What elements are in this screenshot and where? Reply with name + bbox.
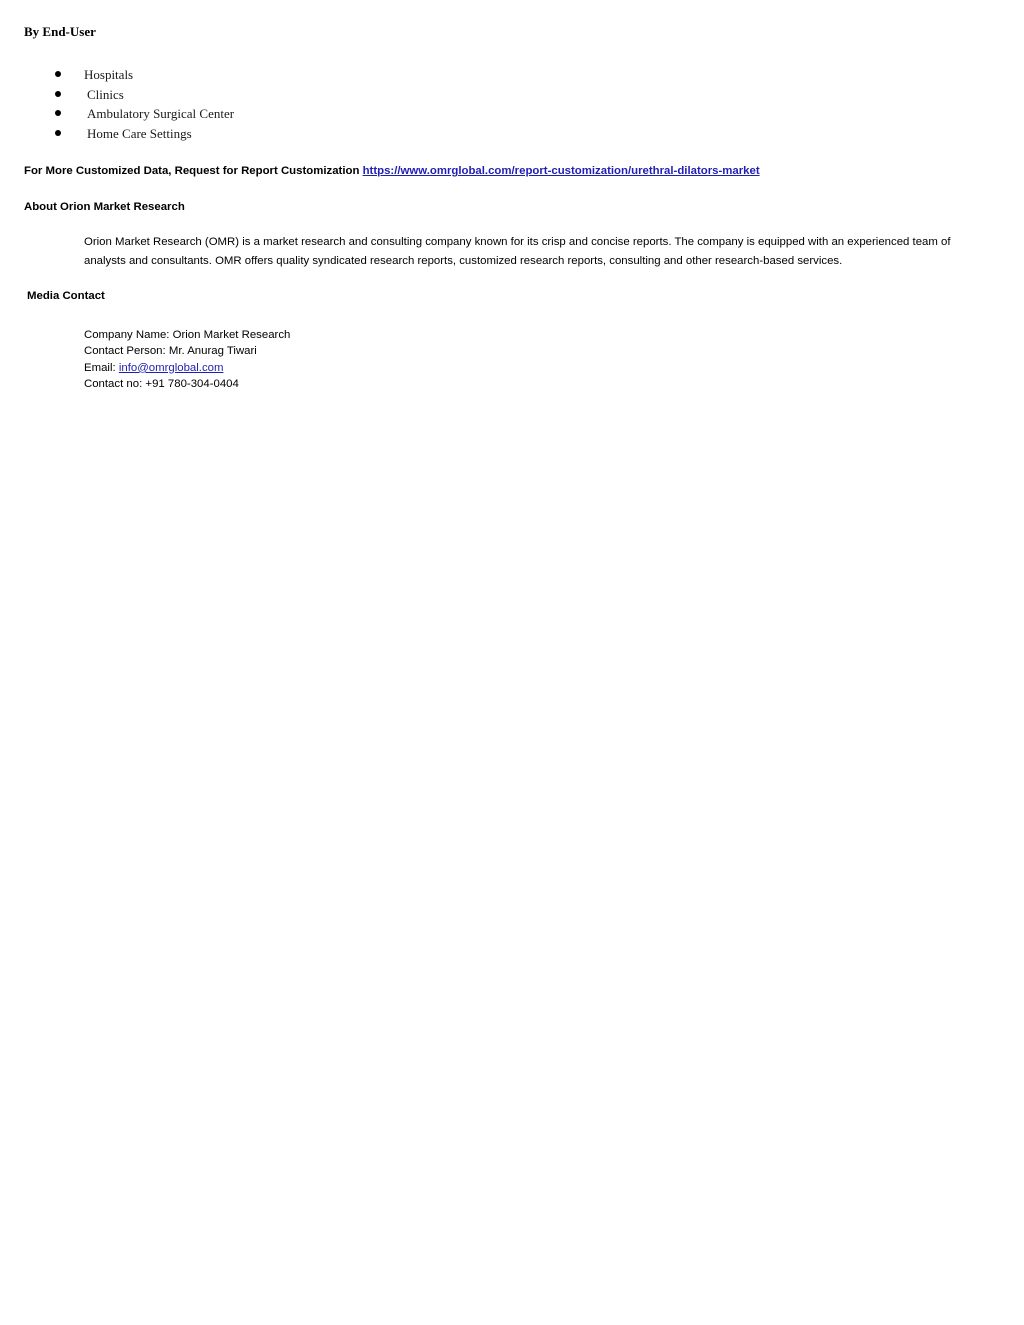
media-contact-heading: Media Contact	[27, 290, 105, 302]
bullet-icon	[55, 71, 61, 77]
contact-details	[84, 327, 290, 393]
email-link[interactable]: info@omrglobal.com	[118, 361, 224, 374]
end-user-heading: By End-User	[24, 24, 96, 39]
customization-label: For More Customized Data, Request for Report Customization	[24, 165, 360, 177]
company-name-line: Company Name: Orion Market Research	[84, 329, 291, 341]
about-paragraph: Orion Market Research (OMR) is a market research and consulting company known for its crisp and concise reports. The company is equipped with an experienced team of analysts and consultants. OMR offers quality syndicated research reports, customized research reports, consulting and other research-based services.	[84, 236, 951, 267]
contact-person-line: Contact Person: Mr. Anurag Tiwari	[84, 345, 257, 358]
phone-line: Contact no: +91 780-304-0404	[84, 378, 239, 391]
list-item-label: Clinics	[87, 86, 124, 102]
customization-link[interactable]: https://www.omrglobal.com/report-customization/urethral-dilators-market	[362, 165, 760, 177]
customization-line	[24, 165, 760, 177]
bullet-icon	[55, 110, 61, 116]
email-label: Email:	[84, 361, 116, 374]
list-item-label: Hospitals	[84, 67, 134, 82]
bullet-icon	[55, 130, 61, 136]
list-item-label: Ambulatory Surgical Center	[87, 106, 235, 122]
email-line	[84, 360, 290, 376]
about-heading: About Orion Market Research	[24, 201, 185, 213]
bullet-icon	[55, 91, 61, 97]
list-item-label: Home Care Settings	[87, 126, 192, 142]
